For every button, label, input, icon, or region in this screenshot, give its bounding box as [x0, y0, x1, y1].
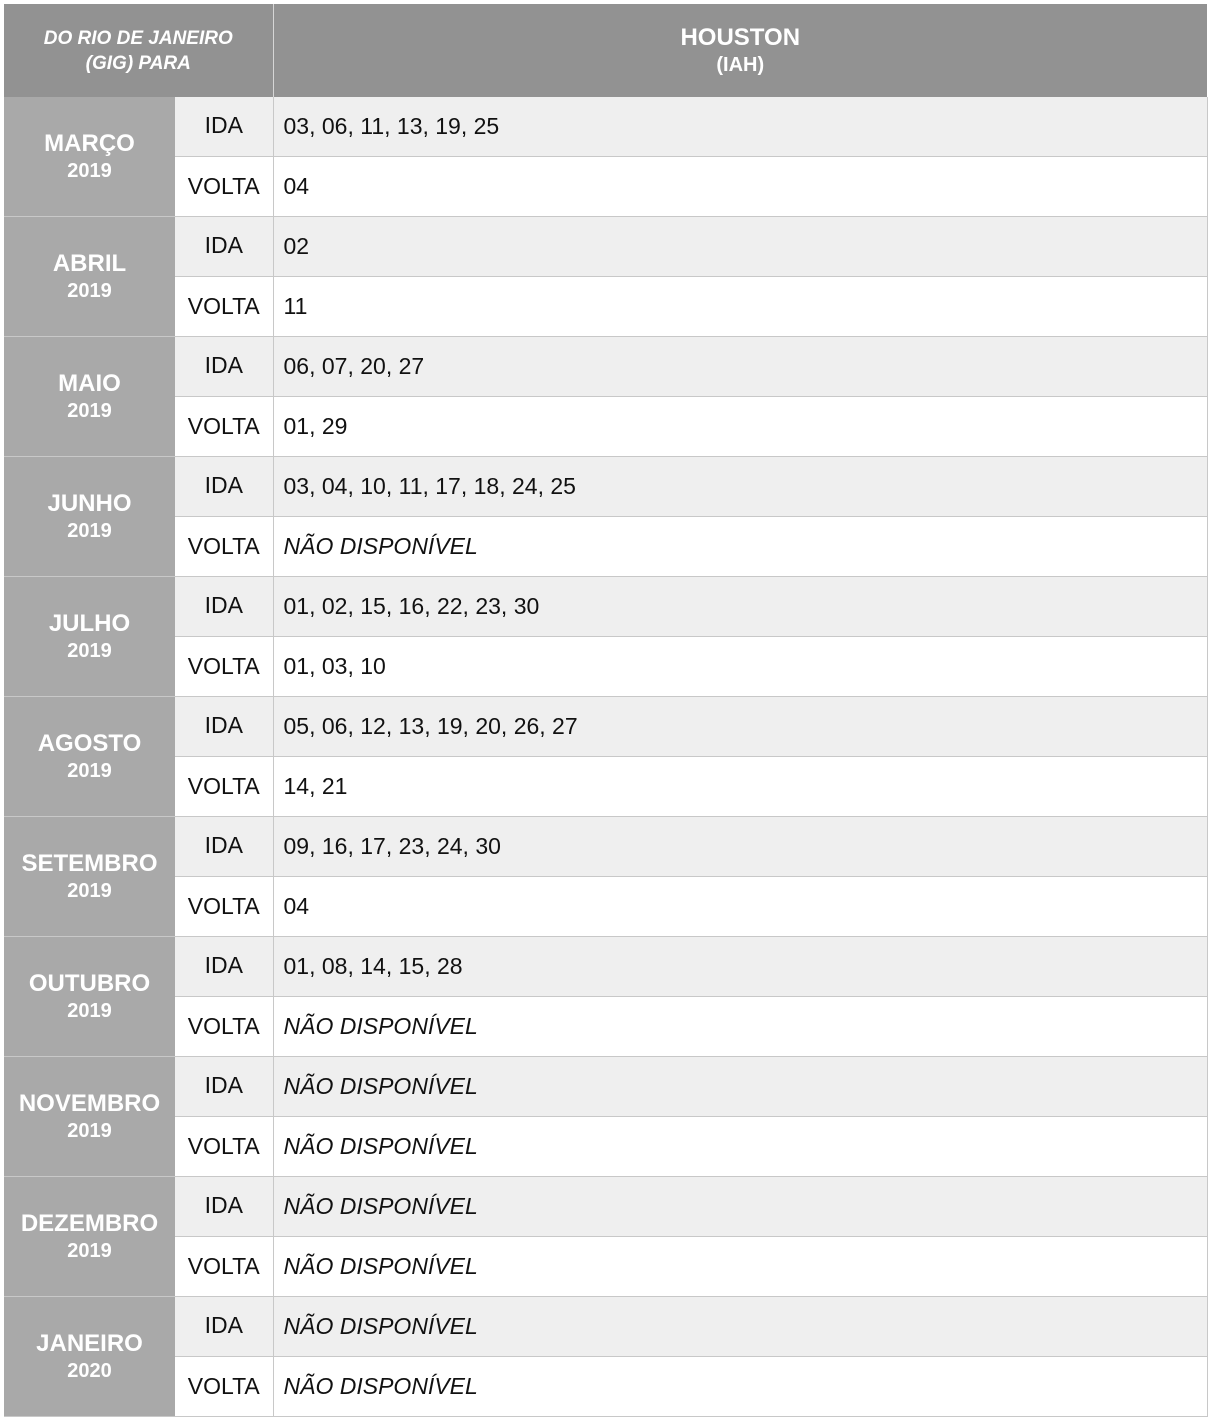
- table-row: [4, 217, 1207, 277]
- table-row: [4, 877, 1207, 937]
- volta-label: VOLTA: [175, 1117, 273, 1177]
- month-name: JULHO: [48, 609, 131, 637]
- table-row: [4, 997, 1207, 1057]
- month-name: MAIO: [58, 369, 121, 397]
- table-row: [4, 637, 1207, 697]
- table-row: [4, 757, 1207, 817]
- table-row: [4, 1057, 1207, 1117]
- ida-dates: 01, 08, 14, 15, 28: [273, 937, 1207, 997]
- volta-label: VOLTA: [175, 157, 273, 217]
- volta-label: VOLTA: [175, 397, 273, 457]
- volta-label: VOLTA: [175, 517, 273, 577]
- table-header-row: [4, 4, 1207, 97]
- month-year: 2019: [67, 1119, 112, 1142]
- flight-dates-table-container: [4, 4, 1207, 1417]
- month-name: AGOSTO: [37, 729, 142, 757]
- ida-dates: NÃO DISPONÍVEL: [273, 1057, 1207, 1117]
- month-year: 2019: [67, 999, 112, 1022]
- ida-label: IDA: [175, 817, 273, 877]
- table-row: [4, 817, 1207, 877]
- table-row: [4, 517, 1207, 577]
- ida-dates: 05, 06, 12, 13, 19, 20, 26, 27: [273, 697, 1207, 757]
- volta-label: VOLTA: [175, 877, 273, 937]
- origin-header-line2: (GIG) PARA: [85, 52, 191, 74]
- month-cell: [4, 937, 175, 1057]
- table-row: [4, 697, 1207, 757]
- volta-dates: 01, 03, 10: [273, 637, 1207, 697]
- month-name: DEZEMBRO: [20, 1209, 159, 1237]
- table-row: [4, 277, 1207, 337]
- volta-label: VOLTA: [175, 997, 273, 1057]
- month-cell: [4, 217, 175, 337]
- volta-dates: NÃO DISPONÍVEL: [273, 997, 1207, 1057]
- ida-dates: 02: [273, 217, 1207, 277]
- table-row: [4, 937, 1207, 997]
- ida-dates: NÃO DISPONÍVEL: [273, 1297, 1207, 1357]
- month-year: 2019: [67, 399, 112, 422]
- month-name: MARÇO: [44, 129, 135, 157]
- volta-dates: NÃO DISPONÍVEL: [273, 1117, 1207, 1177]
- destination-name: HOUSTON: [680, 24, 801, 51]
- table-row: [4, 157, 1207, 217]
- month-year: 2019: [67, 639, 112, 662]
- month-year: 2019: [67, 519, 112, 542]
- month-cell: [4, 457, 175, 577]
- ida-label: IDA: [175, 697, 273, 757]
- month-cell: [4, 1297, 175, 1417]
- ida-label: IDA: [175, 97, 273, 157]
- ida-dates: 06, 07, 20, 27: [273, 337, 1207, 397]
- volta-dates: 04: [273, 877, 1207, 937]
- month-name: ABRIL: [52, 249, 127, 277]
- ida-label: IDA: [175, 937, 273, 997]
- volta-dates: 11: [273, 277, 1207, 337]
- month-cell: [4, 337, 175, 457]
- ida-dates: 09, 16, 17, 23, 24, 30: [273, 817, 1207, 877]
- table-row: [4, 1177, 1207, 1237]
- month-year: 2019: [67, 1239, 112, 1262]
- table-row: [4, 97, 1207, 157]
- volta-dates: NÃO DISPONÍVEL: [273, 1237, 1207, 1297]
- volta-label: VOLTA: [175, 277, 273, 337]
- table-row: [4, 577, 1207, 637]
- flight-dates-table: [4, 4, 1208, 1417]
- ida-label: IDA: [175, 1177, 273, 1237]
- table-row: [4, 1117, 1207, 1177]
- ida-label: IDA: [175, 577, 273, 637]
- destination-code: (IAH): [716, 54, 765, 76]
- ida-label: IDA: [175, 337, 273, 397]
- volta-dates: 14, 21: [273, 757, 1207, 817]
- month-cell: [4, 97, 175, 217]
- table-row: [4, 1357, 1207, 1417]
- month-year: 2019: [67, 279, 112, 302]
- ida-label: IDA: [175, 457, 273, 517]
- month-name: JUNHO: [47, 489, 132, 517]
- month-year: 2019: [67, 759, 112, 782]
- month-name: JANEIRO: [36, 1329, 143, 1357]
- table-row: [4, 1237, 1207, 1297]
- month-name: SETEMBRO: [21, 849, 158, 877]
- month-year: 2019: [67, 159, 112, 182]
- volta-dates: 01, 29: [273, 397, 1207, 457]
- ida-dates: 03, 06, 11, 13, 19, 25: [273, 97, 1207, 157]
- month-cell: [4, 817, 175, 937]
- month-cell: [4, 1177, 175, 1297]
- month-cell: [4, 697, 175, 817]
- ida-dates: 01, 02, 15, 16, 22, 23, 30: [273, 577, 1207, 637]
- table-row: [4, 1297, 1207, 1357]
- origin-header: [4, 4, 273, 97]
- ida-label: IDA: [175, 1297, 273, 1357]
- month-name: NOVEMBRO: [18, 1089, 161, 1117]
- volta-dates: NÃO DISPONÍVEL: [273, 517, 1207, 577]
- volta-dates: NÃO DISPONÍVEL: [273, 1357, 1207, 1417]
- month-year: 2019: [67, 879, 112, 902]
- origin-header-line1: DO RIO DE JANEIRO: [43, 27, 233, 49]
- volta-label: VOLTA: [175, 1237, 273, 1297]
- destination-header: [273, 4, 1207, 97]
- ida-label: IDA: [175, 217, 273, 277]
- month-cell: [4, 577, 175, 697]
- ida-dates: NÃO DISPONÍVEL: [273, 1177, 1207, 1237]
- month-year: 2020: [67, 1359, 112, 1382]
- month-name: OUTUBRO: [28, 969, 151, 997]
- volta-dates: 04: [273, 157, 1207, 217]
- volta-label: VOLTA: [175, 1357, 273, 1417]
- table-row: [4, 337, 1207, 397]
- volta-label: VOLTA: [175, 757, 273, 817]
- ida-dates: 03, 04, 10, 11, 17, 18, 24, 25: [273, 457, 1207, 517]
- ida-label: IDA: [175, 1057, 273, 1117]
- volta-label: VOLTA: [175, 637, 273, 697]
- table-row: [4, 397, 1207, 457]
- table-body: [4, 97, 1207, 1417]
- month-cell: [4, 1057, 175, 1177]
- table-row: [4, 457, 1207, 517]
